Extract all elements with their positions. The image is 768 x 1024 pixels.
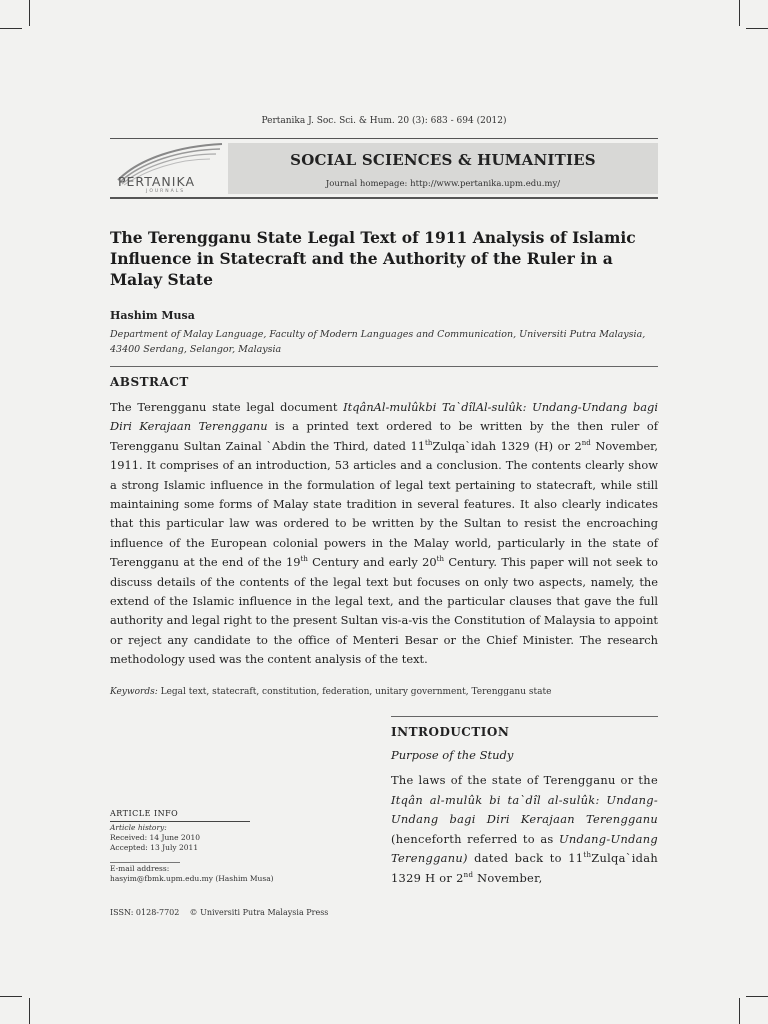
keywords-text: Legal text, statecraft, constitution, federation, unitary government, Terengganu state — [157, 687, 552, 697]
article-info-rule — [110, 821, 250, 822]
introduction-rule — [391, 716, 658, 717]
keywords — [110, 687, 670, 697]
abstract-heading: ABSTRACT — [110, 375, 189, 389]
author-affiliation: Department of Malay Language, Faculty of Modern Languages and Communication, Universiti Putra Malaysia, 43400 Serdang, Selangor, Malaysia — [110, 329, 646, 355]
accepted-date: Accepted: 13 July 2011 — [110, 843, 199, 852]
keywords-label: Keywords: — [110, 687, 158, 697]
crop-mark — [0, 996, 22, 997]
author-name: Hashim Musa — [110, 309, 195, 322]
abstract-rule — [110, 366, 658, 367]
running-head: Pertanika J. Soc. Sci. & Hum. 20 (3): 683 - 694 (2012) — [261, 116, 507, 126]
crop-mark — [29, 998, 30, 1024]
email-address: hasyim@fbmk.upm.edu.my (Hashim Musa) — [110, 874, 274, 883]
crop-mark — [0, 28, 22, 29]
introduction-body: The laws of the state of Terengganu or the Itqân al-mulûk bi ta`dîl al-sulûk: Undang-Undang bagi Diri Kerajaan Terengganu (henceforth referred to as Undang-Undang Terengganu) dated back to 11thZulqa`idah 1329 H or 2nd November, — [391, 773, 658, 885]
introduction-heading: INTRODUCTION — [391, 725, 510, 739]
article-history — [110, 823, 310, 853]
logo-subtext: JOURNALS — [146, 189, 186, 194]
crop-mark — [746, 28, 768, 29]
header-bottom-rule — [110, 197, 658, 199]
introduction-subheading: Purpose of the Study — [391, 748, 514, 762]
article-history-label: Article history: — [110, 823, 167, 832]
header-rule — [110, 138, 658, 139]
crop-mark — [746, 996, 768, 997]
email-rule — [110, 862, 180, 863]
journal-homepage: Journal homepage: http://www.pertanika.upm.edu.my/ — [325, 179, 561, 189]
crop-mark — [739, 998, 740, 1024]
journal-name: SOCIAL SCIENCES & HUMANITIES — [290, 151, 596, 169]
received-date: Received: 14 June 2010 — [110, 833, 201, 842]
email-label: E-mail address: — [110, 864, 170, 873]
article-info-heading: ARTICLE INFO — [110, 809, 179, 818]
crop-mark — [739, 0, 740, 26]
crop-mark — [29, 0, 30, 26]
journal-banner — [228, 143, 658, 194]
email-block — [110, 864, 350, 884]
issn-line: ISSN: 0128-7702 © Universiti Putra Malaysia Press — [110, 908, 329, 917]
paper-title: The Terengganu State Legal Text of 1911 Analysis of Islamic Influence in Statecraft and the Authority of the Ruler in a Malay State — [110, 228, 636, 289]
abstract-body: The Terengganu state legal document ItqânAl-mulûkbi Ta`dîlAl-sulûk: Undang-Undang bagi Diri Kerajaan Terengganu is a printed text ordered to be written by the then ruler of Terengganu Sultan Zainal `Abdin the Third, dated 11thZulqa`idah 1329 (H) or 2nd November, 1911. It comprises of an introduction, 53 articles and a conclusion. The contents clearly show a strong Islamic influence in the formulation of legal text pertaining to statecraft, while still maintaining some forms of Malay state tradition in several features. It also clearly indicates that this particular law was ordered to be written by the Sultan to resist the encroaching influence of the European colonial powers in the Malay world, particularly in the state of Terengganu at the end of the 19th Century and early 20th Century. This paper will not seek to discuss details of the contents of the legal text but focuses on only two aspects, namely, the extend of the Islamic influence in the legal text, and the particular clauses that gave the full authority and legal right to the present Sultan vis-a-vis the Constitution of Malaysia to appoint or reject any candidate to the office of Menteri Besar or the Chief Minister. The research methodology used was the content analysis of the text. — [110, 400, 658, 667]
logo-text: PERTANIKA — [118, 174, 195, 189]
